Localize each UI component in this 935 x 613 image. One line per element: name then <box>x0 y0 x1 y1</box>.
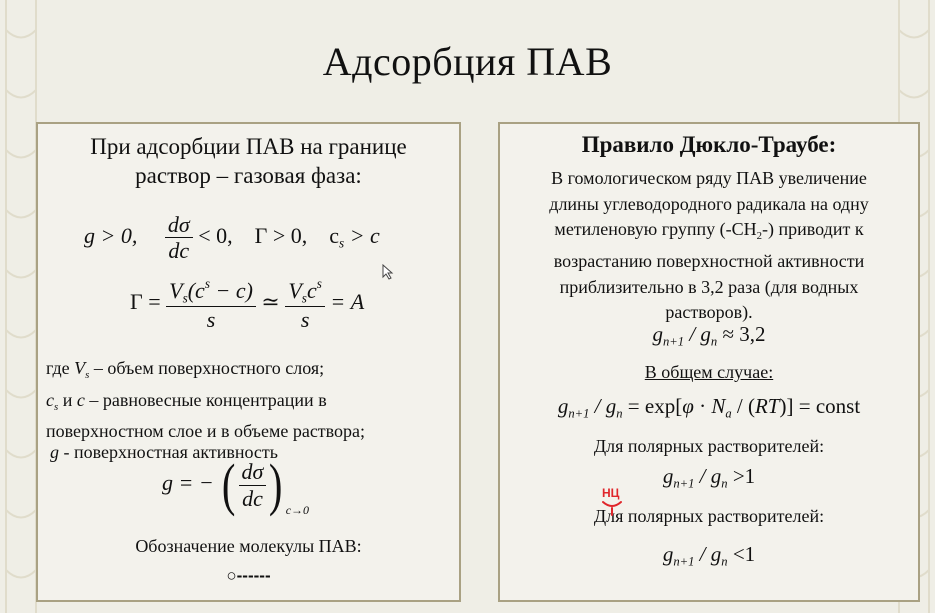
mouse-cursor-icon <box>382 264 394 280</box>
gamma-eq-a: = A <box>330 289 365 315</box>
concentrations-text <box>46 388 365 443</box>
red-annotation: НЦ <box>602 486 620 500</box>
left-heading-line2: раствор – газовая фаза: <box>135 163 362 188</box>
rule-line4: возрастанию поверхностной активности <box>553 251 865 272</box>
gamma-lhs: Γ = <box>130 289 161 315</box>
left-heading-line1: При адсорбции ПАВ на границе <box>90 134 407 159</box>
polar-formula-1: $g_{n+1} / g_n >1$ <box>662 464 756 491</box>
right-heading: Правило Дюкло-Траубе: <box>581 132 837 157</box>
general-case-label: В общем случае: <box>644 362 774 382</box>
gamma-fraction-2 <box>285 276 325 332</box>
rule-line2: длины углеводородного радикала на одну <box>549 193 869 214</box>
adsorption-panel <box>36 122 461 602</box>
gamma-approx: ≃ <box>261 289 280 315</box>
general-formula: $g_{n+1} / g_n = \exp[\varphi \cdot N_a / (RT)]$ = const <box>557 394 861 421</box>
g-definition: g - поверхностная активность <box>50 442 278 462</box>
rule-line5: приблизительно в 3,2 раза (для водных <box>559 276 859 297</box>
surfactant-symbol: ○------ <box>226 566 271 585</box>
conc-line1: $c_s$ и c – равновесные концентрации в <box>46 390 327 413</box>
conc-line2: поверхностном слое и в объеме раствора; <box>46 420 366 441</box>
polar-label-2: Для полярных растворителей: <box>593 506 825 526</box>
dsigma-dc-fraction <box>165 212 193 264</box>
g-formula: g = − ( $\frac{d\sigma}{dc}$ ) $_{c\to 0}$ <box>162 452 310 518</box>
dsigma: dσ <box>165 212 193 238</box>
rule-paragraph <box>500 166 918 326</box>
polar-formula-2: $g_{n+1} / g_n <1$ <box>662 542 756 569</box>
cond-g: g > 0, <box>84 222 138 248</box>
rule-line6: растворов). <box>665 302 753 323</box>
cond-gamma: Γ > 0, <box>254 222 308 248</box>
gamma-den-1: s <box>206 306 216 332</box>
cond-cs: c <box>329 222 340 248</box>
rule-line1: В гомологическом ряду ПАВ увеличение <box>551 168 867 188</box>
rule-line3: метиленовую группу $(-CH_2-)$ приводит к <box>554 219 864 242</box>
conditions-formula <box>84 212 380 264</box>
gamma-den-2: s <box>300 306 310 332</box>
red-annotation-mark-icon <box>601 500 623 516</box>
left-heading <box>38 132 459 190</box>
duclaux-traube-panel <box>498 122 920 602</box>
gamma-num-1: $V_s(c^s - c)$ <box>166 276 256 307</box>
dc: dc <box>168 238 190 264</box>
g-formula-fraction: $\frac{d\sigma}{dc}$ <box>239 459 267 511</box>
slide-title: Адсорбция ПАВ <box>322 39 613 84</box>
ratio-formula: $g_{n+1} / g_n \approx 3,2$ <box>652 322 766 349</box>
gamma-formula <box>130 276 364 332</box>
g-formula-limit: c→0 <box>285 503 310 518</box>
gamma-num-2: $V_sc^s$ <box>285 276 325 307</box>
g-formula-lhs: g = − <box>162 470 214 496</box>
cond-cs-sub: s <box>339 235 345 251</box>
polar-label-1: Для полярных растворителей: <box>593 436 825 456</box>
cond-lt0: < 0, <box>198 222 233 248</box>
gamma-fraction-1 <box>166 276 256 332</box>
where-line: где $V_s$ – объем поверхностного слоя; <box>46 358 325 381</box>
symbol-title: Обозначение молекулы ПАВ: <box>135 536 362 556</box>
cond-cs-rest: > c <box>349 222 380 248</box>
